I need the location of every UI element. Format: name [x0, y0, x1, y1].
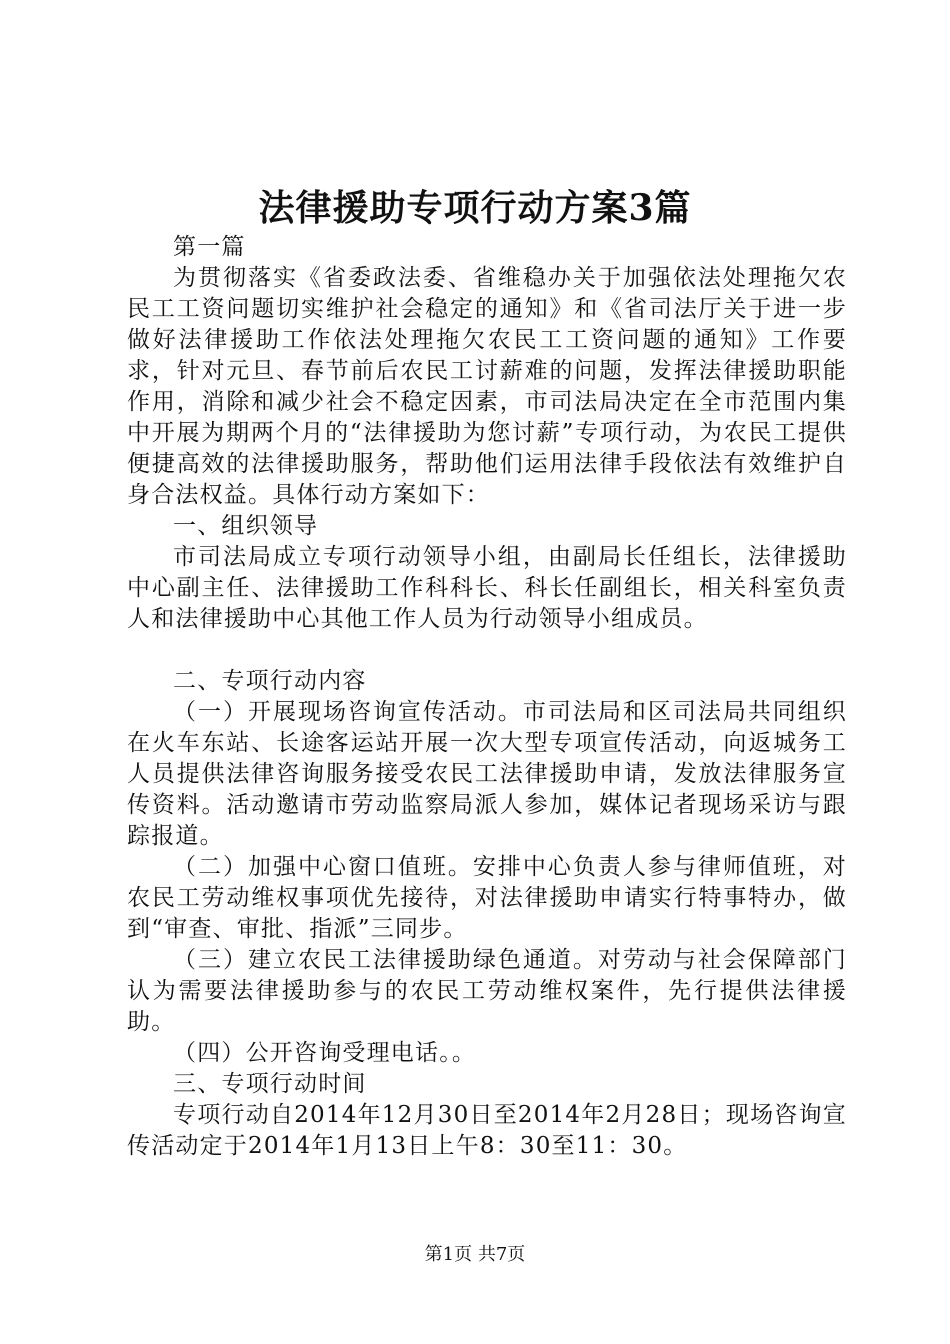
page-footer: 第1页 共7页 — [424, 1244, 526, 1265]
item-four-paragraph: （四）公开咨询受理电话。。 — [173, 1040, 477, 1066]
time-paragraph: 专项行动自2014年12月30日至2014年2月28日；现场咨询宣传活动定于2014年1月13日上午8：30至11：30。 — [127, 1102, 847, 1159]
heading-organization: 一、组织领导 — [173, 513, 319, 539]
document-title: 法律援助专项行动方案3篇 — [258, 187, 692, 229]
heading-action-time: 三、专项行动时间 — [173, 1071, 367, 1097]
organization-paragraph: 市司法局成立专项行动领导小组，由副局长任组长，法律援助中心副主任、法律援助工作科科长、科长任副组长，相关科室负责人和法律援助中心其他工作人员为行动领导小组成员。 — [127, 544, 847, 632]
blank-line — [127, 635, 847, 666]
heading-action-content: 二、专项行动内容 — [173, 668, 367, 694]
intro-paragraph: 为贯彻落实《省委政法委、省维稳办关于加强依法处理拖欠农民工工资问题切实维护社会稳定的通知》和《省司法厅关于进一步做好法律援助工作依法处理拖欠农民工工资问题的通知》工作要求，针对元旦、春节前后农民工讨薪难的问题，发挥法律援助职能作用，消除和减少社会不稳定因素，市司法局决定在全市范围内集中开展为期两个月的“法律援助为您讨薪”专项行动，为农民工提供便捷高效的法律援助服务，帮助他们运用法律手段依法有效维护自身合法权益。具体行动方案如下： — [127, 265, 847, 508]
item-one-paragraph: （一）开展现场咨询宣传活动。市司法局和区司法局共同组织在火车东站、长途客运站开展一次大型专项宣传活动，向返城务工人员提供法律咨询服务接受农民工法律援助申请，发放法律服务宣传资料。活动邀请市劳动监察局派人参加，媒体记者现场采访与跟踪报道。 — [127, 699, 847, 849]
item-three-paragraph: （三）建立农民工法律援助绿色通道。对劳动与社会保障部门认为需要法律援助参与的农民工劳动维权案件，先行提供法律援助。 — [127, 947, 847, 1035]
document-body — [127, 232, 847, 1162]
item-two-paragraph: （二）加强中心窗口值班。安排中心负责人参与律师值班，对农民工劳动维权事项优先接待，对法律援助申请实行特事特办，做到“审查、审批、指派”三同步。 — [127, 854, 847, 942]
section-label-part-one: 第一篇 — [173, 234, 246, 260]
